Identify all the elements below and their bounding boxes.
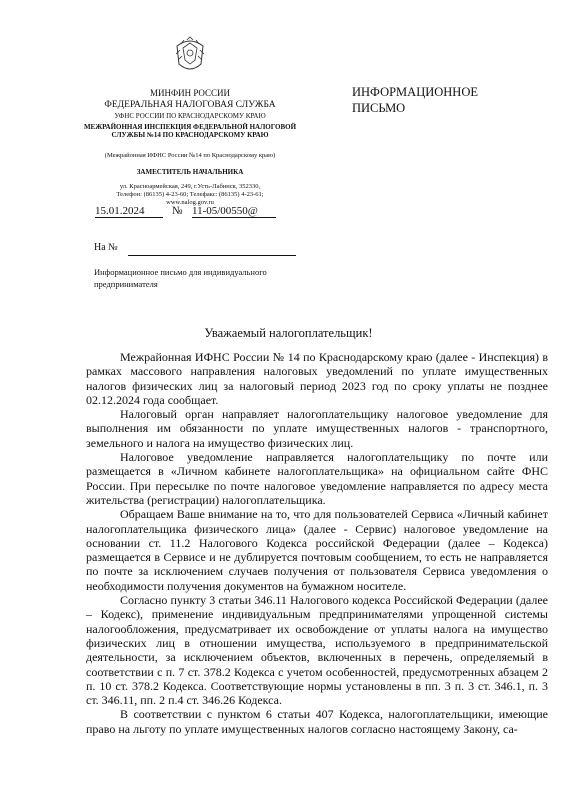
deputy-title: ЗАМЕСТИТЕЛЬ НАЧАЛЬНИКА — [136, 168, 244, 176]
letter-body — [86, 350, 548, 736]
paragraph: Согласно пункту 3 статьи 346.11 Налогового кодекса Российской Федерации (далее – Кодекс), применение индивидуальным предпринимателями упрощенной системы налогообложения, предусматривает их освобождение от уплаты налога на имущество физических лиц в отношении имущества, используемого в предпринимательской деятельности, за исключением объектов, включенных в перечень, определяемый в соответствии с п. 7 ст. 378.2 Кодекса с учетом особенностей, предусмотренных абзацем 2 п. 10 ст. 378.2 Кодекса. Соответствующие нормы установлены в пп. 3 п. 3 ст. 346.1, п. 3 ст. 346.11, пп. 2 п.4 ст. 346.26 Кодекса. — [86, 593, 548, 708]
number-field: 11-05/00550@ — [192, 205, 276, 218]
address: ул. Красноармейская, 249, г.Усть-Лабинск, 352330, — [119, 183, 261, 190]
ufns-name: УФНС РОССИИ ПО КРАСНОДАРСКОМУ КРАЮ — [114, 112, 266, 120]
document-title: ИНФОРМАЦИОННОЕ ПИСЬМО — [352, 85, 479, 115]
na-line — [128, 255, 296, 256]
subject: Информационное письмо для индивидуального предпринимателя — [94, 267, 267, 290]
paragraph: Обращаем Ваше внимание на то, что для пользователей Сервиса «Личный кабинет налогоплательщика физического лица» (далее - Сервис) налоговое уведомление на основании ст. 11.2 Налогового Кодекса российской Федерации (далее – Кодекса) размещается в Сервисе и не дублируется почтовым сообщением, то есть не направляется по почте за исключением случаев получения от пользователя Сервиса уведомления о необходимости получения документов на бумажном носителе. — [86, 507, 548, 593]
coat-of-arms-emblem — [173, 34, 207, 74]
greeting: Уважаемый налогоплательщик! — [204, 326, 373, 340]
paragraph: Налоговое уведомление направляется налогоплательщику по почте или размещается в «Личном кабинете налогоплательщика» на официальном сайте ФНС России. При пересылке по почте налоговое уведомление направляется по адресу места жительства (регистрации) налогоплательщика. — [86, 450, 548, 507]
inspection-name: МЕЖРАЙОННАЯ ИНСПЕКЦИЯ ФЕДЕРАЛЬНОЙ НАЛОГОВОЙ СЛУЖБЫ №14 ПО КРАСНОДАРСКОМУ КРАЮ — [83, 123, 297, 140]
date-field: 15.01.2024 — [95, 205, 163, 218]
number-sign: № — [172, 205, 183, 217]
service-name: ФЕДЕРАЛЬНАЯ НАЛОГОВАЯ СЛУЖБА — [104, 100, 276, 110]
na-label: На № — [94, 242, 118, 253]
website: www.nalog.gov.ru — [166, 198, 214, 206]
paragraph: В соответствии с пунктом 6 статьи 407 Кодекса, налогоплательщики, имеющие право на льготу по уплате имущественных налогов согласно настоящему Закону, са- — [86, 707, 548, 736]
paragraph: Межрайонная ИФНС России № 14 по Краснодарскому краю (далее - Инспекция) в рамках массового направления налоговых уведомлений по уплате имущественных налогов физических лиц за налоговый период 2023 год по сроку уплаты не позднее 02.12.2024 года сообщает. — [86, 350, 548, 407]
ministry-name: МИНФИН РОССИИ — [149, 88, 231, 98]
contact-block — [80, 183, 300, 206]
paragraph: Налоговый орган направляет налогоплательщику налоговое уведомление для выполнения им обязанности по уплате имущественных налогов - транспортного, земельного и налога на имущество физических лиц. — [86, 407, 548, 450]
phones: Телефон: (86135) 4-23-60; Телефакс: (86135) 4-23-61; — [116, 190, 264, 198]
inspection-short-name: (Межрайонная ИФНС России №14 по Краснодарскому краю) — [104, 152, 276, 159]
